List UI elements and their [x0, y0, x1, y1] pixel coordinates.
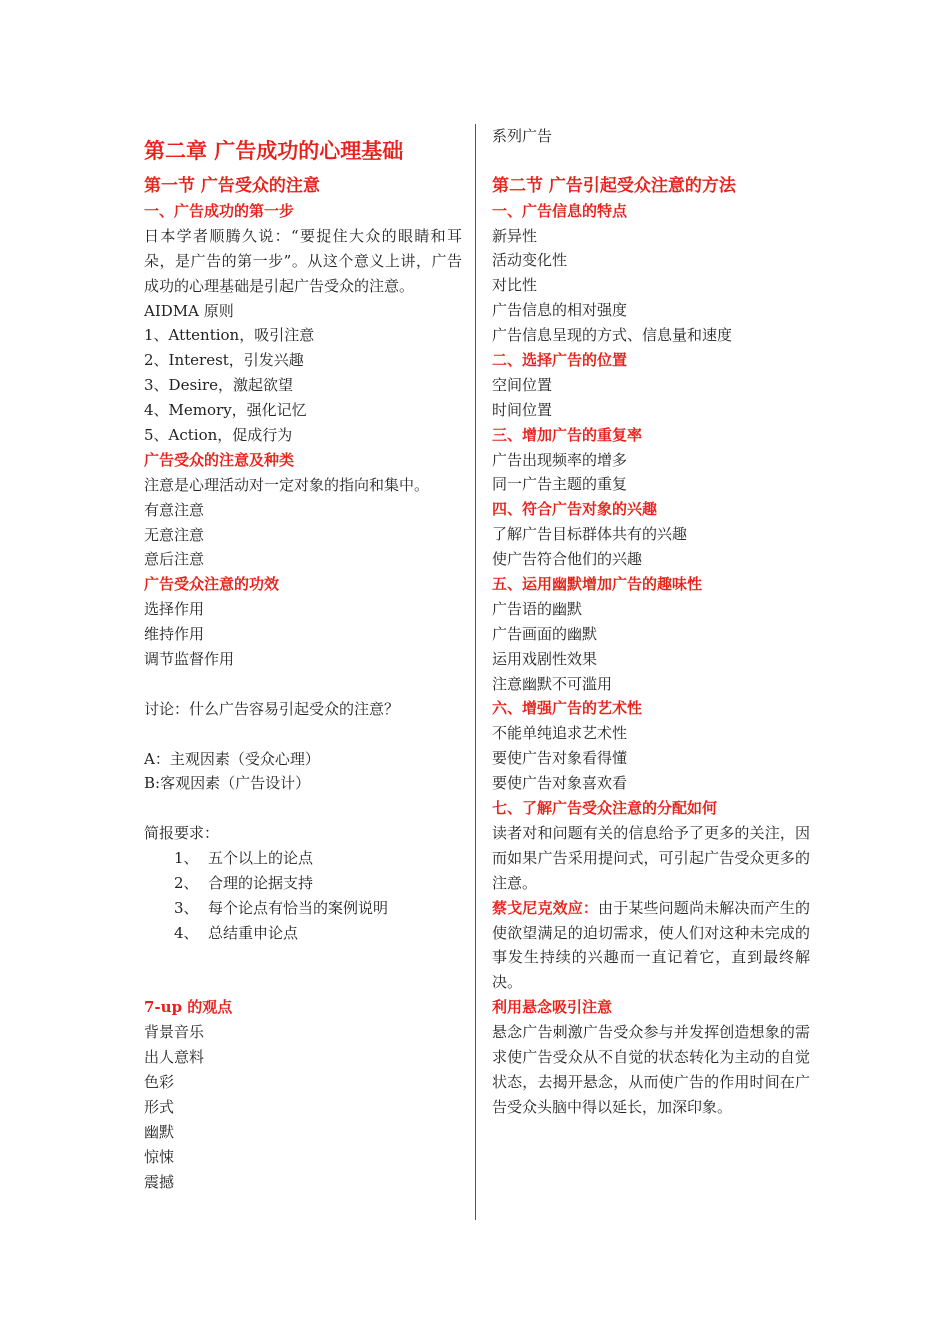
- subsection-heading: 7-up 的观点: [144, 998, 233, 1017]
- list-item: 运用戏剧性效果: [492, 649, 598, 668]
- list-text: 合理的论据支持: [208, 873, 314, 892]
- paragraph: 注意是心理活动对一定对象的指向和集中。: [144, 475, 430, 494]
- factor-b: B:客观因素（广告设计）: [144, 774, 311, 793]
- zeigarnik-text: 由于某些问题尚未解决而产生的使欲望满足的迫切需求，使人们对这种未完成的事发生持续的兴趣而一直记着它，直到最终解决。: [492, 898, 810, 992]
- list-item: 意后注意: [144, 550, 205, 569]
- subsection-heading: 五、运用幽默增加广告的趣味性: [492, 575, 703, 594]
- column-divider: [475, 124, 476, 1220]
- list-item: 注意幽默不可滥用: [492, 674, 613, 693]
- list-item: 色彩: [144, 1073, 175, 1092]
- list-item: 惊悚: [144, 1147, 175, 1166]
- subsection-heading: 二、选择广告的位置: [492, 351, 628, 370]
- list-item: 出人意料: [144, 1048, 205, 1067]
- list-number: 3、: [174, 898, 199, 917]
- list-item: 广告信息呈现的方式、信息量和速度: [492, 326, 733, 345]
- subsection-heading: 广告受众注意的功效: [144, 575, 280, 594]
- list-number: 4、: [174, 923, 199, 942]
- list-item: 无意注意: [144, 525, 205, 544]
- paragraph: 读者对和问题有关的信息给予了更多的关注，因而如果广告采用提问式，可引起广告受众更多的注意。: [492, 823, 810, 892]
- list-item: 广告语的幽默: [492, 599, 583, 618]
- subsection-heading: 六、增强广告的艺术性: [492, 699, 643, 718]
- section-title: 第一节 广告受众的注意: [144, 176, 320, 196]
- right-column: [492, 124, 810, 1120]
- list-item: [144, 846, 462, 871]
- aidma-title: AIDMA 原则: [144, 301, 234, 320]
- list-item: 背景音乐: [144, 1023, 205, 1042]
- list-text: 每个论点有恰当的案例说明: [208, 898, 389, 917]
- section-title: 第二节 广告引起受众注意的方法: [492, 175, 736, 196]
- brief-requirements-title: 简报要求：: [144, 824, 220, 843]
- list-item: 形式: [144, 1098, 175, 1116]
- subsection-heading: 广告受众的注意及种类: [144, 450, 295, 469]
- list-item: 对比性: [492, 276, 538, 295]
- list-item: 使广告符合他们的兴趣: [492, 550, 643, 569]
- list-item: 幽默: [144, 1122, 175, 1141]
- left-column: [144, 124, 462, 1195]
- factor-a: A：主观因素（受众心理）: [144, 749, 320, 768]
- list-item: 震撼: [144, 1172, 175, 1191]
- list-item: [144, 896, 462, 921]
- list-item: 维持作用: [144, 625, 205, 644]
- list-item: [144, 921, 462, 946]
- list-number: 1、: [174, 849, 199, 868]
- subsection-heading: 一、广告成功的第一步: [144, 201, 295, 220]
- aidma-list: [144, 323, 462, 447]
- list-text: 总结重申论点: [208, 923, 299, 942]
- subsection-heading: 四、符合广告对象的兴趣: [492, 500, 658, 519]
- list-item: 1、Attention，吸引注意: [144, 326, 315, 345]
- zeigarnik-paragraph: [492, 896, 810, 996]
- series-ad-text: 系列广告: [492, 127, 553, 145]
- list-item: 空间位置: [492, 375, 553, 394]
- list-item: 不能单纯追求艺术性: [492, 724, 628, 743]
- discussion-question: 讨论：什么广告容易引起受众的注意？: [144, 699, 400, 718]
- chapter-title: 第二章 广告成功的心理基础: [144, 138, 404, 163]
- list-item: 5、Action，促成行为: [144, 425, 293, 444]
- subsection-heading: 三、增加广告的重复率: [492, 425, 643, 444]
- zeigarnik-label: 蔡戈尼克效应：: [492, 898, 599, 917]
- list-item: 有意注意: [144, 500, 205, 519]
- subsection-heading: 七、了解广告受众注意的分配如何: [492, 799, 718, 818]
- list-item: 要使广告对象看得懂: [492, 749, 628, 768]
- list-item: 广告画面的幽默: [492, 624, 598, 643]
- list-text: 五个以上的论点: [208, 849, 314, 868]
- list-item: 了解广告目标群体共有的兴趣: [492, 525, 688, 544]
- list-item: 同一广告主题的重复: [492, 475, 628, 494]
- list-item: 调节监督作用: [144, 649, 235, 668]
- list-item: 广告出现频率的增多: [492, 450, 628, 469]
- list-item: 选择作用: [144, 600, 205, 619]
- paragraph: 日本学者顺腾久说：“要捉住大众的眼睛和耳朵，是广告的第一步”。从这个意义上讲，广告成功的心理基础是引起广告受众的注意。: [144, 226, 462, 295]
- list-item: 活动变化性: [492, 251, 568, 270]
- list-item: 新异性: [492, 226, 538, 245]
- list-item: 3、Desire，激起欲望: [144, 376, 293, 395]
- list-item: 时间位置: [492, 400, 553, 419]
- list-item: 要使广告对象喜欢看: [492, 774, 628, 793]
- list-item: 2、Interest，引发兴趣: [144, 351, 304, 370]
- subsection-heading: 一、广告信息的特点: [492, 201, 628, 220]
- subsection-heading: 利用悬念吸引注意: [492, 998, 613, 1017]
- list-item: 广告信息的相对强度: [492, 301, 628, 320]
- list-number: 2、: [174, 873, 199, 892]
- list-item: [144, 871, 462, 896]
- list-item: 4、Memory，强化记忆: [144, 401, 307, 420]
- paragraph: 悬念广告刺激广告受众参与并发挥创造想象的需求使广告受众从不自觉的状态转化为主动的自觉状态，去揭开悬念，从而使广告的作用时间在广告受众头脑中得以延长，加深印象。: [492, 1023, 810, 1116]
